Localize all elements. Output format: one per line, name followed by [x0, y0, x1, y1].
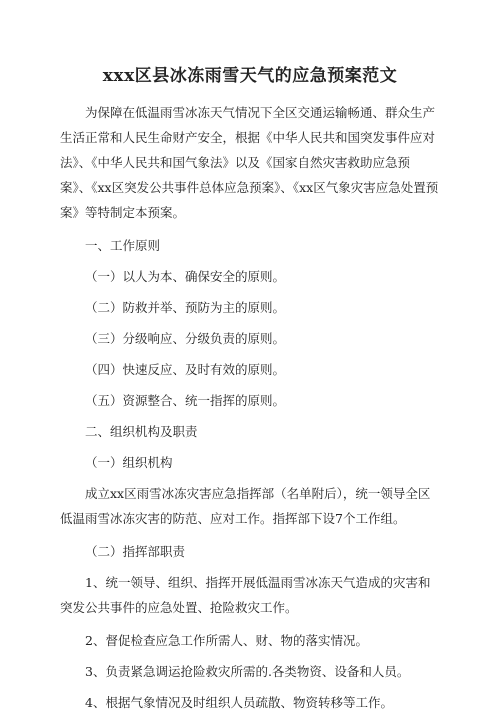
organization-paragraph: 成立xx区雨雪冰冻灾害应急指挥部（名单附后），统一领导全区低温雨雪冰冻灾害的防范、应对工作。指挥部下设7个工作组。 — [60, 486, 431, 526]
intro-paragraph: 为保障在低温雨雪冰冻天气情况下全区交通运输畅通、群众生产生活正常和人民生命财产安全，根据《中华人民共和国突发事件应对法》、《中华人民共和国气象法》以及《国家自然灾害救助应急预案》、《xx区突发公共事件总体应急预案》、《xx区气象灾害应急处置预案》等特制定本预案。 — [60, 105, 439, 220]
principle-item: （五）资源整合、统一指挥的原则。 — [85, 393, 286, 408]
section-heading-principles: 一、工作原则 — [85, 238, 161, 253]
duty-item: 3、负责紧急调运抢险救灾所需的.各类物资、设备和人员。 — [85, 664, 410, 679]
duty-item: 1、统一领导、组织、指挥开展低温雨雪冰冻天气造成的灾害和突发公共事件的应急处置、抢险救灾工作。 — [60, 575, 431, 615]
principle-item: （四）快速反应、及时有效的原则。 — [85, 362, 286, 377]
principle-item: （一）以人为本、确保安全的原则。 — [85, 269, 286, 284]
principle-item: （三）分级响应、分级负责的原则。 — [85, 331, 286, 346]
subsection-heading-structure: （一）组织机构 — [85, 455, 173, 470]
subsection-heading-duties: （二）指挥部职责 — [85, 544, 186, 559]
principle-item: （二）防救并举、预防为主的原则。 — [85, 300, 286, 315]
duty-item: 4、根据气象情况及时组织人员疏散、物资转移等工作。 — [85, 695, 393, 710]
duty-item: 2、督促检查应急工作所需人、财、物的落实情况。 — [85, 633, 368, 648]
section-heading-organization: 二、组织机构及职责 — [85, 424, 198, 439]
document-title: xxx区县冰冻雨雪天气的应急预案范文 — [102, 66, 398, 86]
